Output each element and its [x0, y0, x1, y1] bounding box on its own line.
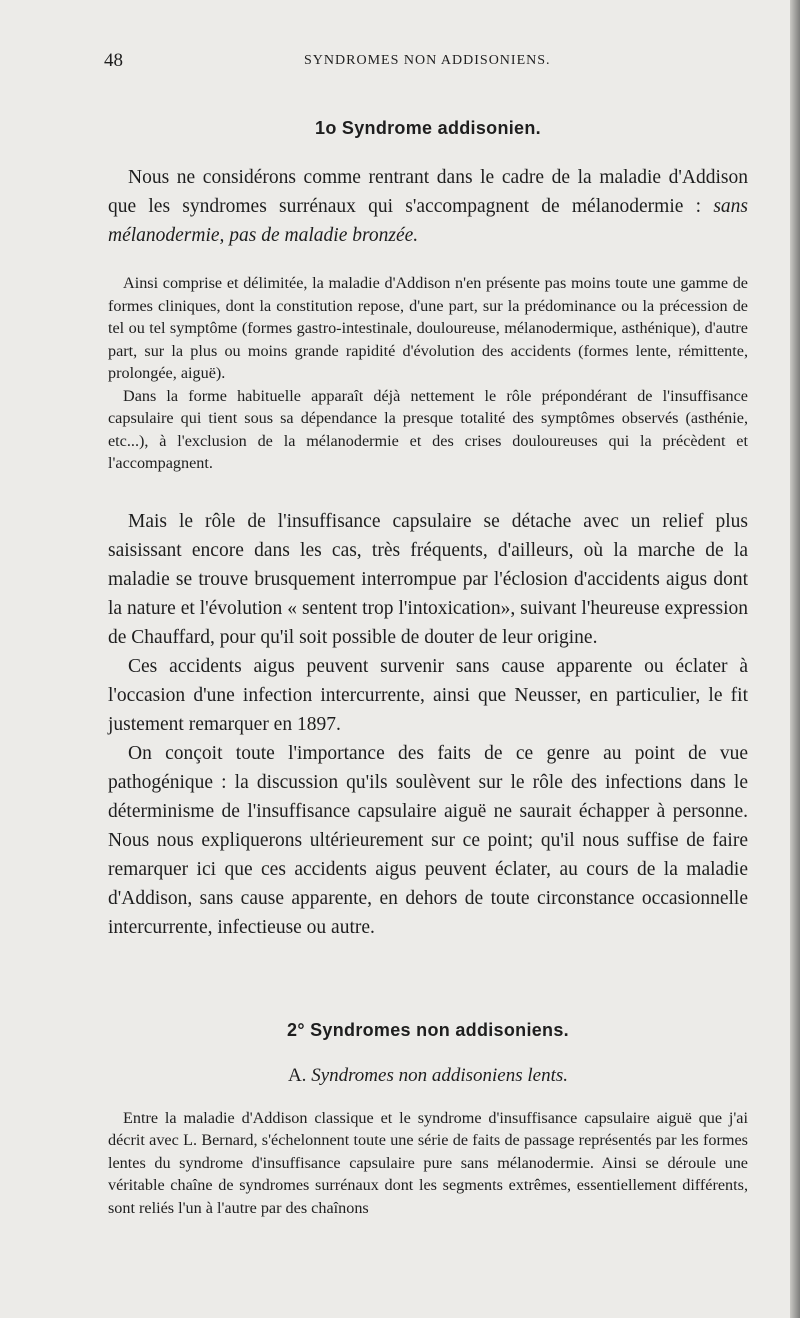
section-1-paragraph-3: On conçoit toute l'importance des faits de ce genre au point de vue pathogénique : la discussion qu'ils soulèvent sur le rôle des infections dans le déterminisme de l'insuffisance capsulaire aiguë ne saurait échapper à personne. Nous nous expliquerons ultérieurement sur ce point; qu'il nous suffise de faire remarquer ici que ces accidents aigus peuvent éclater, au cours de la maladie d'Addison, sans cause apparente, en dehors de toute circonstance occasionnelle intercurrente, infectieuse ou autre.	[108, 742, 748, 938]
section-1-small-paragraph-2: Dans la forme habituelle apparaît déjà nettement le rôle prépondérant de l'insuffisance capsulaire qui tient sous sa dépendance la presque totalité des symptômes observés (asthénie, etc...), à l'exclusion de la mélanodermie et des crises douloureuses qui la précèdent et l'accompagnent.	[108, 386, 748, 472]
intro-text: Nous ne considérons comme rentrant dans le cadre de la maladie d'Addison que les syndromes surrénaux qui s'accompagnent de mélanodermie :	[108, 167, 748, 217]
page-edge-shadow	[790, 0, 800, 1318]
page-number: 48	[104, 50, 123, 71]
section-1-paragraph-1: Mais le rôle de l'insuffisance capsulaire se détache avec un relief plus saisissant encore dans les cas, très fréquents, d'ailleurs, où la marche de la maladie se trouve brusquement interrompue par l'éclosion d'accidents aigus dont la nature et l'évolution « sentent trop l'intoxication», suivant l'heureuse expression de Chauffard, pour qu'il soit possible de douter de leur origine.	[108, 510, 748, 648]
section-2-small-paragraph-1: Entre la maladie d'Addison classique et le syndrome d'insuffisance capsulaire aiguë que j'ai décrit avec L. Bernard, s'échelonnent toute une série de faits de passage représentés par les formes lentes du syndrome d'insuffisance capsulaire pure sans mélanodermie. Ainsi se déroule une véritable chaîne de syndromes surrénaux dont les segments extrêmes, essentiellement différents, sont reliés l'un à l'autre par des chaînons	[108, 1108, 748, 1217]
section-1-paragraph-2: Ces accidents aigus peuvent survenir sans cause apparente ou éclater à l'occasion d'une infection intercurrente, ainsi que Neusser, en particulier, le fit justement remarquer en 1897.	[108, 655, 748, 735]
page-header	[104, 50, 664, 76]
subtitle-italic: Syndromes non addisoniens lents.	[311, 1064, 569, 1086]
intro-italic: sans mélanodermie, pas de maladie bronzée.	[108, 196, 748, 246]
section-1-title: 1o Syndrome addisonien.	[315, 118, 541, 138]
page-content	[108, 118, 748, 1219]
section-1-intro	[108, 163, 748, 250]
running-head: SYNDROMES NON ADDISONIENS.	[304, 53, 551, 68]
subtitle-letter: A.	[287, 1064, 312, 1086]
section-2-title: 2° Syndromes non addisoniens.	[287, 1019, 569, 1040]
section-2-subtitle	[108, 1065, 748, 1087]
section-1-small-paragraph-1: Ainsi comprise et délimitée, la maladie d'Addison n'en présente pas moins toute une gamme de formes cliniques, dont la constitution repose, d'une part, sur la prédominance ou la précession de tel ou tel symptôme (formes gastro-intestinale, douloureuse, mélanodermique, asthénique), d'autre part, sur la plus ou moins grande rapidité d'évolution des accidents (formes lente, rémittente, prolongée, aiguë).	[108, 274, 748, 382]
